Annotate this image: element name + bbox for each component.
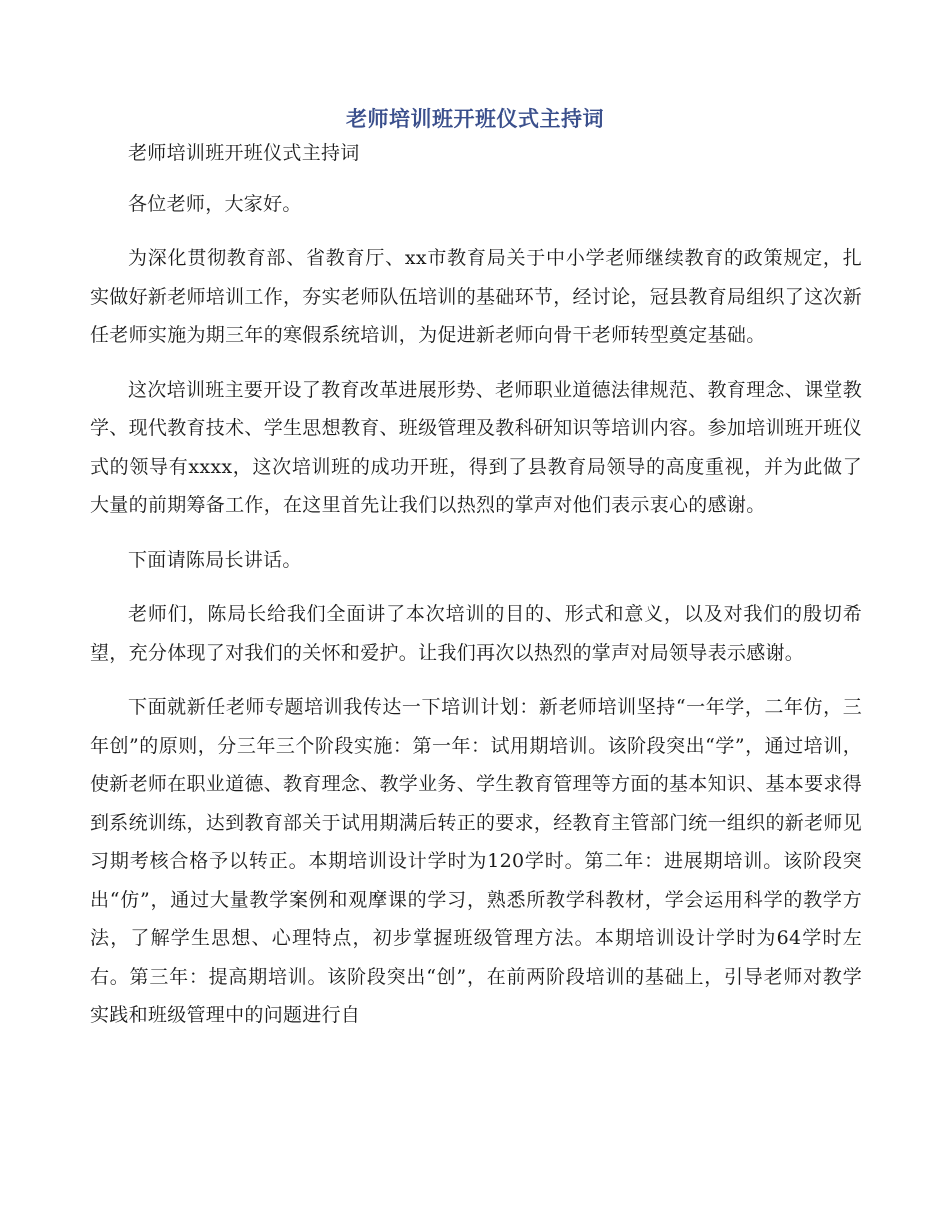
paragraph-plan: 下面就新任老师专题培训我传达一下培训计划：新老师培训坚持“一年学，二年仿，三年创”的原则，分三年三个阶段实施：第一年：试用期培训。该阶段突出“学”，通过培训，使新老师在职业道德、教育理念、教学业务、学生教育管理等方面的基本知识、基本要求得到系统训练，达到教育部关于试用期满后转正的要求，经教育主管部门统一组织的新老师见习期考核合格予以转正。本期培训设计学时为120学时。第二年：进展期培训。该阶段突出“仿”，通过大量教学案例和观摩课的学习，熟悉所教学科教材，学会运用科学的教学方法，了解学生思想、心理特点，初步掌握班级管理方法。本期培训设计学时为64学时左右。第三年：提高期培训。该阶段突出“创”，在前两阶段培训的基础上，引导老师对教学实践和班级管理中的问题进行自: [90, 696, 863, 1026]
paragraph-speech-intro: 下面请陈局长讲话。: [128, 548, 302, 571]
paragraph-purpose: 为深化贯彻教育部、省教育厅、xx市教育局关于中小学老师继续教育的政策规定，扎实做好新老师培训工作，夯实老师队伍培训的基础环节，经讨论，冠县教育局组织了这次新任老师实施为期三年的寒假系统培训，为促进新老师向骨干老师转型奠定基础。: [90, 247, 863, 346]
paragraph-content: 这次培训班主要开设了教育改革进展形势、老师职业道德法律规范、教育理念、课堂教学、现代教育技术、学生思想教育、班级管理及教科研知识等培训内容。参加培训班开班仪式的领导有xxxx，这次培训班的成功开班，得到了县教育局领导的高度重视，并为此做了大量的前期筹备工作，在这里首先让我们以热烈的掌声对他们表示衷心的感谢。: [90, 378, 863, 516]
paragraph-subtitle: 老师培训班开班仪式主持词: [128, 142, 360, 164]
paragraph-greeting: 各位老师，大家好。: [128, 192, 302, 215]
document-body: [90, 134, 862, 1051]
paragraph-thanks: 老师们，陈局长给我们全面讲了本次培训的目的、形式和意义，以及对我们的殷切希望，充分体现了对我们的关怀和爱护。让我们再次以热烈的掌声对局领导表示感谢。: [90, 603, 862, 664]
document-title: 老师培训班开班仪式主持词: [346, 106, 604, 131]
